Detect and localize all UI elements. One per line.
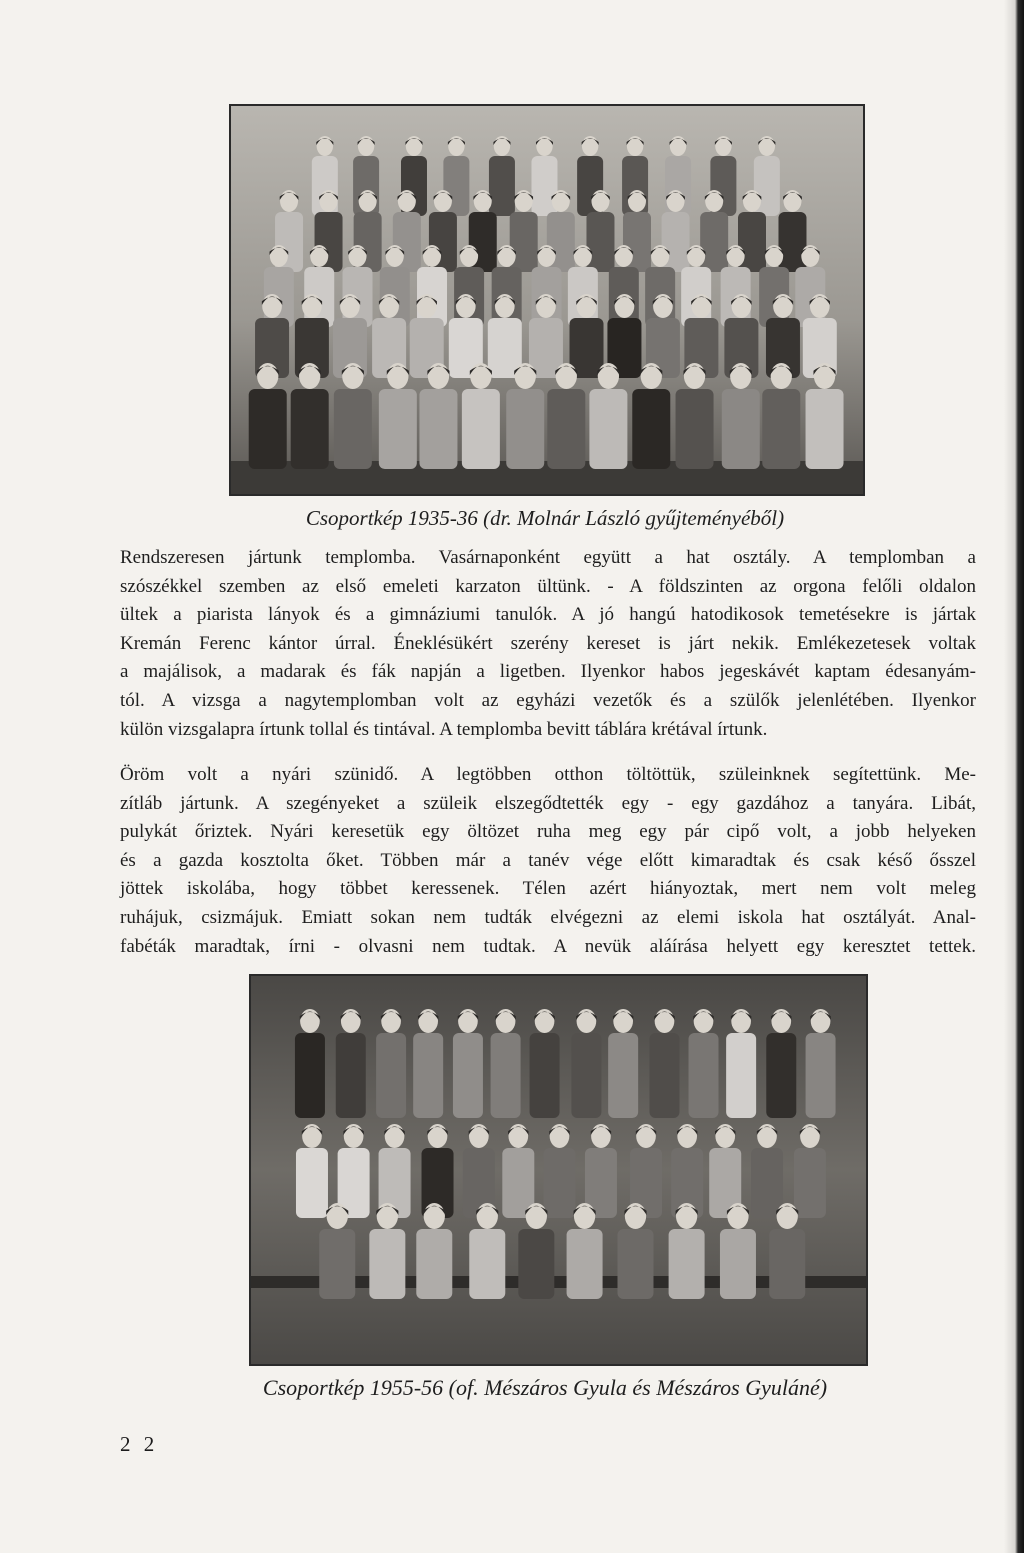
text-line: fabéták maradtak, írni - olvasni nem tudtak. A nevük aláírása helyett egy keresztet tettek. [120,935,976,957]
group-photo-1935 [229,104,865,496]
page-number: 2 2 [120,1432,159,1456]
text-line: ültek a piarista lányok és a gimnáziumi tanulók. A jó hangú hatodikosok temetésekre is jártak [120,604,976,626]
caption-1935: Csoportkép 1935-36 (dr. Molnár László gyűjteményéből) [305,506,785,530]
text-line: Öröm volt a nyári szünidő. A legtöbben otthon töltöttük, szüleinknek segítettünk. Me- [120,764,976,785]
paragraph-church [120,544,976,744]
text-line: pulykát őriztek. Nyári keresetük egy öltözet ruha meg egy pár cipő volt, a jobb helyeken [120,821,976,843]
text-line: jöttek iskolába, hogy többet keressenek. Télen azért hiányoztak, mert nem volt meleg [120,878,976,900]
photo-1935-graphic [231,106,863,494]
text-line: zítláb jártunk. A szegényeket a szüleik elszegődtették egy - egy gazdához a tanyára. Libát, [120,792,976,814]
text-line: ruhájuk, csizmájuk. Emiatt sokan nem tudták elvégezni az elemi iskola hat osztályát. Anal- [120,906,976,928]
text-line: tól. A vizsga a nagytemplomban volt az egyházi vezetők és a szülők jelenlétében. Ilyenkor [120,689,976,711]
text-line: és a gazda kosztolta őket. Többen már a tanév vége előtt kimaradtak és csak késő ősszel [120,849,976,871]
text-line: szószékkel szemben az első emeleti karzaton ültünk. - A földszinten az orgona felőli oldalon [120,575,976,597]
text-line: Kremán Ferenc kántor úrral. Éneklésükért szerény kereset is járt nekik. Emlékezetesek voltak [120,632,976,654]
page-edge [1004,0,1024,1553]
text-line: a majálisok, a madarak és fák napján a ligetben. Ilyenkor habos jegeskávét kaptam édesanyám- [120,661,976,683]
paragraph-summer [120,761,976,961]
photo-1955-graphic [251,976,866,1364]
text-line: külön vizsgalapra írtunk tollal és tintával. A templomba bevitt táblára krétával írtunk. [120,718,768,740]
group-photo-1955 [249,974,868,1366]
caption-1955: Csoportkép 1955-56 (of. Mészáros Gyula és Mészáros Gyuláné) [262,1375,828,1400]
text-line: Rendszeresen jártunk templomba. Vasárnaponként együtt a hat osztály. A templomban a [120,547,976,568]
